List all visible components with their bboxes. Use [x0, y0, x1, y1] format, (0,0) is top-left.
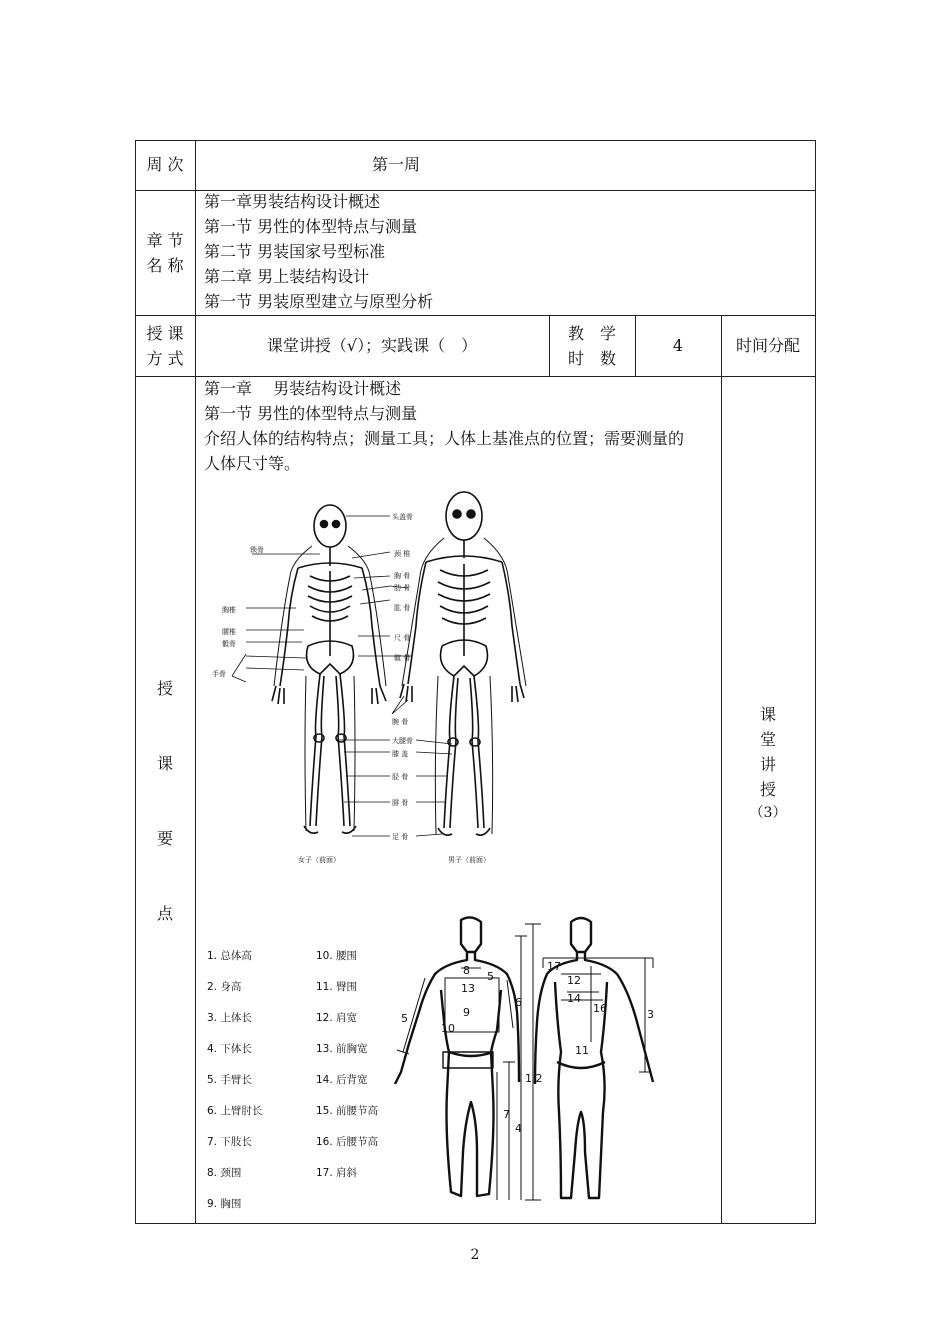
legend-item: 13. 前胸宽: [316, 1043, 368, 1055]
svg-text:足 骨: 足 骨: [392, 833, 409, 841]
svg-text:髋 骨: 髋 骨: [394, 654, 411, 662]
svg-text:5: 5: [401, 1012, 408, 1025]
content-line: 第一章 男装结构设计概述: [204, 379, 402, 398]
hours-label-line1: 教 学: [567, 324, 616, 343]
svg-text:胸 骨: 胸 骨: [394, 572, 411, 580]
chapter-line: 第一节 男装原型建立与原型分析: [204, 292, 434, 311]
svg-text:9: 9: [463, 1006, 470, 1019]
svg-text:14: 14: [567, 992, 581, 1005]
hours-label-line2: 时 数: [567, 349, 616, 368]
svg-text:3: 3: [647, 1008, 654, 1021]
svg-text:17: 17: [547, 960, 561, 973]
alloc-char: 堂: [759, 730, 776, 749]
skeleton-illustration: [212, 486, 552, 871]
key-points-char: 要: [156, 829, 173, 848]
svg-text:颈 椎: 颈 椎: [394, 550, 411, 558]
chapter-line: 第一章男装结构设计概述: [204, 192, 381, 211]
alloc-char: 讲: [759, 755, 776, 774]
svg-text:肱 骨: 肱 骨: [394, 604, 411, 612]
chapter-line: 第一节 男性的体型特点与测量: [204, 217, 418, 236]
table-border-bottom: [135, 1223, 816, 1224]
content-line: 介绍人体的结构特点；测量工具；人体上基准点的位置；需要测量的: [204, 429, 685, 448]
legend-item: 17. 肩斜: [316, 1167, 358, 1179]
svg-text:锁骨: 锁骨: [250, 546, 264, 554]
table-rule: [135, 315, 816, 316]
key-points-char: 点: [156, 904, 173, 923]
svg-text:4: 4: [515, 1122, 522, 1135]
legend-item: 7. 下肢长: [207, 1136, 252, 1148]
svg-text:膝 盖: 膝 盖: [392, 750, 409, 758]
svg-text:骶骨: 骶骨: [222, 640, 236, 648]
svg-text:13: 13: [461, 982, 475, 995]
page-number: 2: [470, 1247, 480, 1263]
method-label-line2: 方 式: [146, 349, 184, 368]
legend-item: 14. 后背宽: [316, 1074, 368, 1086]
svg-text:胫 骨: 胫 骨: [392, 773, 409, 781]
table-rule: [195, 140, 196, 1224]
method-value: 课堂讲授（√）；实践课（ ）: [266, 336, 478, 355]
svg-text:头盖骨: 头盖骨: [392, 513, 413, 521]
time-allocation-label: 时间分配: [735, 336, 800, 355]
method-label-line1: 授 课: [146, 324, 184, 343]
svg-text:腰椎: 腰椎: [222, 628, 236, 636]
svg-text:8: 8: [463, 964, 470, 977]
key-points-char: 课: [156, 754, 173, 773]
svg-text:6: 6: [515, 996, 522, 1009]
svg-text:胸椎: 胸椎: [222, 606, 236, 614]
svg-text:5: 5: [487, 970, 494, 983]
table-border-top: [135, 140, 816, 141]
week-label: 周 次: [146, 155, 184, 174]
chapter-label-line2: 名 称: [146, 256, 184, 275]
legend-item: 15. 前腰节高: [316, 1105, 379, 1117]
alloc-char: （3）: [749, 805, 787, 821]
legend-item: 3. 上体长: [207, 1012, 252, 1024]
legend-item: 9. 胸围: [207, 1198, 242, 1210]
svg-text:12: 12: [567, 974, 581, 987]
svg-text:16: 16: [593, 1002, 607, 1015]
legend-item: 8. 颈围: [207, 1167, 242, 1179]
week-value: 第一周: [372, 155, 421, 174]
svg-text:11: 11: [575, 1044, 589, 1057]
content-line: 第一节 男性的体型特点与测量: [204, 404, 418, 423]
svg-text:腓 骨: 腓 骨: [392, 799, 409, 807]
legend-item: 16. 后腰节高: [316, 1136, 379, 1148]
legend-item: 4. 下体长: [207, 1043, 252, 1055]
alloc-char: 授: [759, 780, 776, 799]
body-measurement-diagram: [385, 912, 665, 1204]
legend-item: 6. 上臂肘长: [207, 1105, 263, 1117]
legend-item: 5. 手臂长: [207, 1074, 252, 1086]
legend-item: 12. 肩宽: [316, 1012, 358, 1024]
table-border-right: [815, 140, 816, 1224]
svg-text:女子（前面）: 女子（前面）: [298, 856, 340, 864]
alloc-char: 课: [759, 705, 776, 724]
svg-text:7: 7: [503, 1108, 510, 1121]
legend-item: 1. 总体高: [207, 950, 252, 962]
content-line: 人体尺寸等。: [204, 454, 301, 473]
svg-text:1 2: 1 2: [525, 1072, 543, 1085]
svg-text:肋 骨: 肋 骨: [394, 584, 411, 592]
legend-item: 2. 身高: [207, 981, 242, 993]
svg-text:腕 骨: 腕 骨: [392, 718, 409, 726]
hours-value: 4: [672, 336, 684, 355]
chapter-line: 第二章 男上装结构设计: [204, 267, 370, 286]
chapter-label-line1: 章 节: [146, 231, 184, 250]
legend-item: 10. 腰围: [316, 950, 358, 962]
legend-item: 11. 臀围: [316, 981, 358, 993]
chapter-line: 第二节 男装国家号型标准: [204, 242, 386, 261]
svg-text:手骨: 手骨: [212, 670, 226, 678]
svg-text:10: 10: [441, 1022, 455, 1035]
svg-text:大腿骨: 大腿骨: [392, 737, 413, 745]
svg-text:尺 骨: 尺 骨: [394, 634, 411, 642]
key-points-char: 授: [156, 679, 173, 698]
svg-text:男子（前面）: 男子（前面）: [448, 856, 490, 864]
